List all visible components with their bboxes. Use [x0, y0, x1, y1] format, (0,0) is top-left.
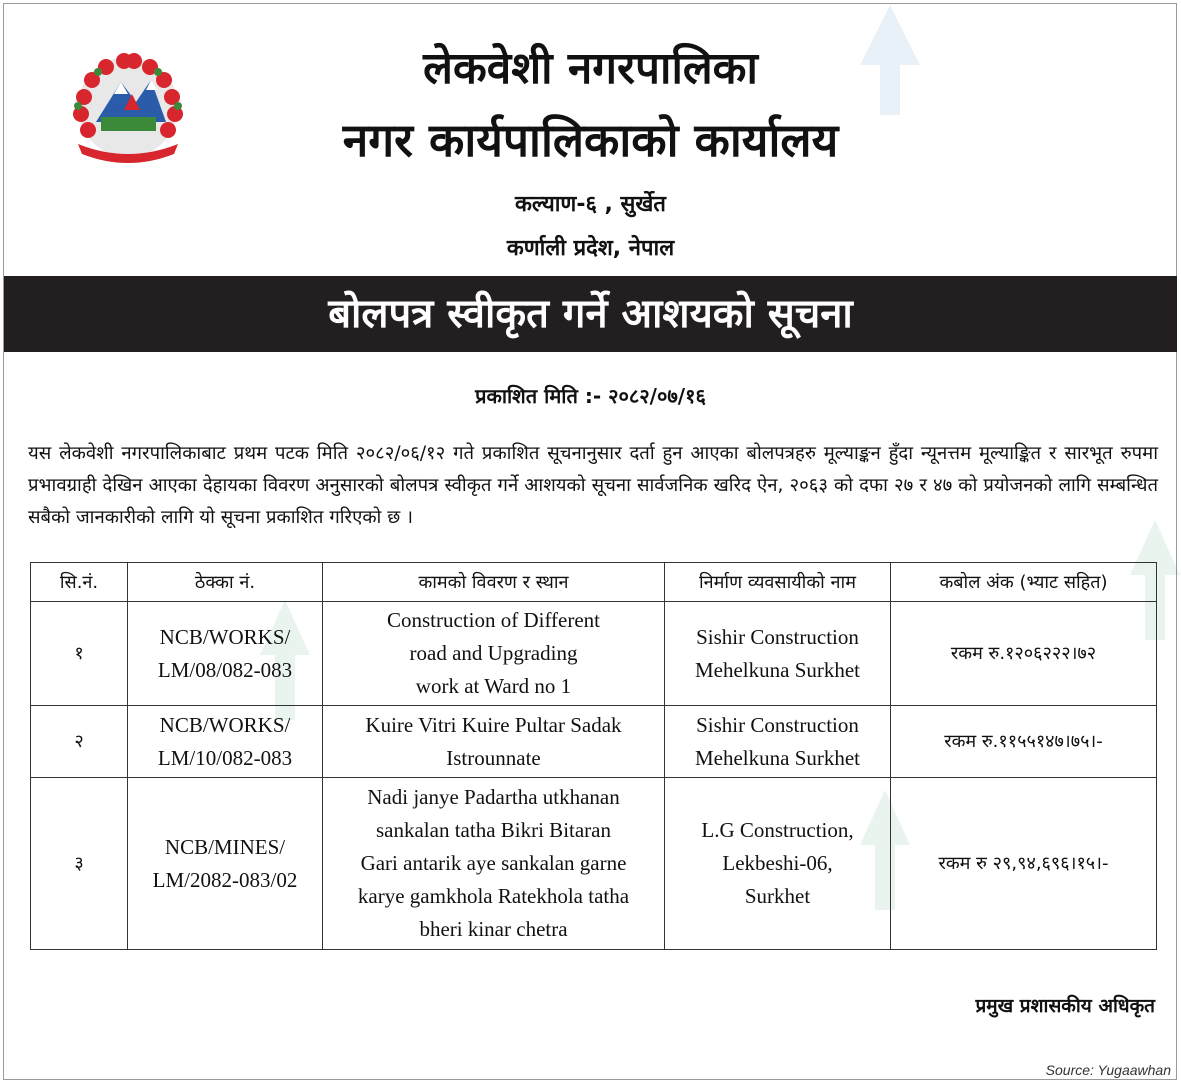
contractor-line: Sishir Construction — [696, 624, 859, 649]
cell-bid-amount: रकम रु २९,९४,६९६।१५।- — [891, 778, 1157, 950]
cell-work-description — [323, 706, 665, 778]
work-line: road and Upgrading — [409, 641, 578, 665]
contractor-line: Surkhet — [744, 884, 811, 908]
contractor-line: Mehelkuna Surkhet — [694, 745, 861, 770]
source-credit: Source: Yugaawhan — [1045, 1062, 1171, 1078]
work-line: sankalan tatha Bikri Bitaran — [375, 818, 611, 842]
cell-work-description — [323, 602, 665, 706]
contract-line: LM/2082-083/02 — [152, 867, 298, 892]
contractor-line: L.G Construction, — [701, 818, 854, 842]
contractor-line: Mehelkuna Surkhet — [694, 657, 861, 682]
work-line: bheri kinar chetra — [419, 917, 568, 941]
cell-sn: ३ — [31, 778, 128, 950]
table-row — [31, 778, 1157, 950]
work-line: Construction of Different — [386, 608, 601, 632]
table-header-row — [31, 563, 1157, 602]
cell-bid-amount: रकम रु.१२०६२२२।७२ — [891, 602, 1157, 706]
award-table — [30, 562, 1157, 950]
signatory-title: प्रमुख प्रशासकीय अधिकृत — [975, 995, 1155, 1017]
work-line: work at Ward no 1 — [415, 674, 572, 698]
cell-work-description — [323, 778, 665, 950]
contractor-line: Lekbeshi-06, — [722, 851, 833, 875]
notice-banner: बोलपत्र स्वीकृत गर्ने आशयको सूचना — [4, 276, 1177, 352]
header-sn: सि.नं. — [31, 563, 128, 602]
header-bid-amount: कबोल अंक (भ्याट सहित) — [891, 563, 1157, 602]
cell-contract-no — [128, 602, 323, 706]
address-line-1: कल्याण-६ , सुर्खेत — [515, 192, 666, 217]
table-row — [31, 602, 1157, 706]
cell-sn: १ — [31, 602, 128, 706]
published-date: प्रकाशित मिति :- २०८२/०७/१६ — [475, 384, 706, 408]
contract-line: LM/10/082-083 — [157, 745, 293, 770]
cell-sn: २ — [31, 706, 128, 778]
contractor-line: Sishir Construction — [696, 712, 859, 737]
header-contract-no: ठेक्का नं. — [128, 563, 323, 602]
cell-contract-no — [128, 778, 323, 950]
municipality-title: लेकवेशी नगरपालिका — [423, 43, 758, 94]
work-line: Nadi janye Padartha utkhanan — [367, 785, 620, 809]
notice-paragraph: यस लेकवेशी नगरपालिकाबाट प्रथम पटक मिति २०८२/०६/१२ गते प्रकाशित सूचनानुसार दर्ता हुन आएका बोलपत्रहरु मूल्याङ्कन हुँदा न्यूनत्तम मूल्याङ्कित र सारभूत रुपमा प्रभावग्राही देखिन आएका देहायका विवरण अनुसारको बोलपत्र स्वीकृत गर्ने आशयको सूचना सार्वजनिक खरिद ऐन, २०६३ को दफा २७ र ४७ को प्रयोजनको लागि सम्बन्धित सबैको जानकारीको लागि यो सूचना प्रकाशित गरिएको छ । — [28, 443, 1158, 528]
contract-line: NCB/WORKS/ — [159, 712, 291, 737]
work-line: Istrounnate — [446, 745, 541, 770]
work-line: Kuire Vitri Kuire Pultar Sadak — [365, 712, 622, 737]
contract-line: LM/08/082-083 — [157, 657, 293, 682]
address-line-2: कर्णाली प्रदेश, नेपाल — [506, 236, 675, 261]
header-contractor-name: निर्माण व्यवसायीको नाम — [665, 563, 891, 602]
header-work-description: कामको विवरण र स्थान — [323, 563, 665, 602]
work-line: karye gamkhola Ratekhola tatha — [357, 884, 630, 908]
cell-bid-amount: रकम रु.११५५१४७।७५।- — [891, 706, 1157, 778]
work-line: Gari antarik aye sankalan garne — [360, 851, 627, 875]
contract-line: NCB/WORKS/ — [159, 624, 291, 649]
contract-line: NCB/MINES/ — [164, 834, 286, 859]
table-row — [31, 706, 1157, 778]
cell-contractor-name — [665, 778, 891, 950]
office-title: नगर कार्यपालिकाको कार्यालय — [342, 113, 839, 167]
cell-contractor-name — [665, 602, 891, 706]
cell-contractor-name — [665, 706, 891, 778]
cell-contract-no — [128, 706, 323, 778]
